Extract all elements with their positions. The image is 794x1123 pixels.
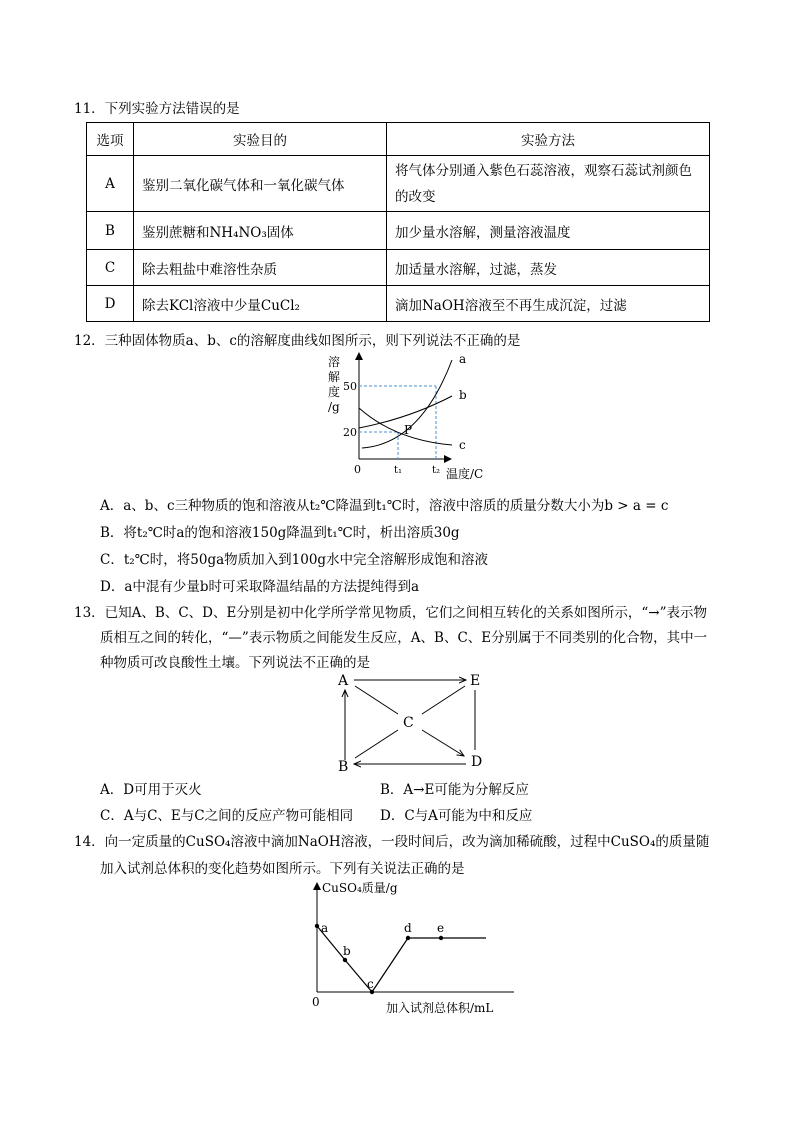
x-tick-t2: t₂	[432, 465, 441, 476]
q14-title-line1: 14．向一定质量的CuSO₄溶液中滴加NaOH溶液，一段时间后，改为滴加稀硫酸，过程中CuSO₄的质量随	[74, 834, 710, 850]
origin-label: 0	[354, 463, 361, 476]
ylabel-1: 溶	[328, 355, 341, 369]
table-header-row	[87, 123, 710, 156]
q12-title: 12．三种固体物质a、b、c的溶解度曲线如图所示，则下列说法不正确的是	[74, 333, 521, 349]
table-row	[87, 212, 710, 250]
q12-option-a: A．a、b、c三种物质的饱和溶液从t₂℃降温到t₁℃时，溶液中溶质的质量分数大小为b > a = c	[100, 498, 669, 514]
row-method: 滴加NaOH溶液至不再生成沉淀，过滤	[387, 286, 710, 322]
y-tick-50: 50	[343, 380, 357, 393]
point-p-label: P	[404, 423, 413, 437]
q13-title-line1: 13．已知A、B、C、D、E分别是初中化学所学常见物质，它们之间相互转化的关系如图所示，“→”表示物	[74, 605, 707, 621]
node-a: A	[338, 673, 349, 689]
curve-c-label: c	[459, 438, 466, 452]
row-method: 加适量水溶解，过滤，蒸发	[387, 250, 710, 286]
point-b	[343, 958, 347, 962]
origin-label: 0	[312, 995, 320, 1009]
q13-option-d: D．C与A可能为中和反应	[380, 808, 533, 824]
ylabel-4: /g	[328, 400, 340, 414]
node-e: E	[470, 673, 481, 689]
q12-option-d: D．a中混有少量b时可采取降温结晶的方法提纯得到a	[100, 579, 420, 595]
line-c-e	[422, 686, 465, 714]
q13-title-line3: 种物质可改良酸性土壤。下列说法不正确的是	[100, 655, 370, 671]
line-c-b	[355, 730, 398, 758]
row-aim: 鉴别二氧化碳气体和一氧化碳气体	[134, 156, 387, 212]
q11-table	[86, 122, 710, 322]
ylabel-3: 度	[328, 385, 341, 399]
point-e-label: e	[437, 921, 445, 935]
row-option: A	[87, 156, 134, 212]
x-axis-label: 温度/C	[446, 467, 484, 481]
row-method: 加少量水溶解，测量溶液温度	[387, 212, 710, 250]
point-a	[315, 924, 319, 928]
q14-title-line2: 加入试剂总体积的变化趋势如图所示。下列有关说法正确的是	[100, 861, 465, 877]
solubility-graph	[310, 348, 500, 484]
q13-title-line2: 质相互之间的转化，“—”表示物质之间能发生反应，A、B、C、E分别属于不同类别的化合物，其中一	[100, 630, 708, 646]
q11-title: 11．下列实验方法错误的是	[74, 101, 240, 117]
point-e	[439, 936, 443, 940]
row-option: C	[87, 250, 134, 286]
relation-diagram	[330, 668, 490, 776]
row-aim: 鉴别蔗糖和NH₄NO₃固体	[134, 212, 387, 250]
q12-option-c: C．t₂℃时，将50ga物质加入到100g水中完全溶解形成饱和溶液	[100, 552, 489, 568]
point-b-label: b	[343, 944, 351, 958]
line-a-c	[355, 686, 398, 714]
point-a-label: a	[321, 921, 329, 935]
x-tick-t1: t₁	[394, 465, 403, 476]
ylabel-2: 解	[328, 370, 341, 384]
arrow-c-to-d	[422, 730, 464, 756]
node-c: C	[403, 715, 414, 731]
y-axis-label: CuSO₄质量/g	[322, 881, 398, 895]
node-d: D	[471, 754, 483, 770]
q13-option-b: B．A→E可能为分解反应	[380, 782, 529, 798]
row-aim: 除去KCl溶液中少量CuCl₂	[134, 286, 387, 322]
node-b: B	[338, 759, 349, 775]
cuso4-curve	[317, 926, 486, 992]
header-method: 实验方法	[387, 123, 710, 156]
row-option: D	[87, 286, 134, 322]
table-row	[87, 156, 710, 212]
x-axis-label: 加入试剂总体积/mL	[386, 1001, 494, 1015]
q12-option-b: B．将t₂℃时a的饱和溶液150g降温到t₁℃时，析出溶质30g	[100, 525, 460, 541]
q13-option-c: C．A与C、E与C之间的反应产物可能相同	[100, 808, 354, 824]
header-option: 选项	[87, 123, 134, 156]
point-d-label: d	[404, 921, 412, 935]
table-row	[87, 286, 710, 322]
q13-option-a: A．D可用于灭火	[100, 782, 202, 798]
row-option: B	[87, 212, 134, 250]
point-d	[406, 936, 410, 940]
header-aim: 实验目的	[134, 123, 387, 156]
curve-b-label: b	[459, 388, 467, 402]
curve-a-label: a	[459, 352, 467, 366]
cuso4-graph	[300, 874, 530, 1020]
table-row	[87, 250, 710, 286]
row-method: 将气体分别通入紫色石蕊溶液，观察石蕊试剂颜色的改变	[387, 156, 710, 212]
y-tick-20: 20	[343, 426, 357, 439]
point-c-label: c	[367, 977, 374, 991]
row-aim: 除去粗盐中难溶性杂质	[134, 250, 387, 286]
